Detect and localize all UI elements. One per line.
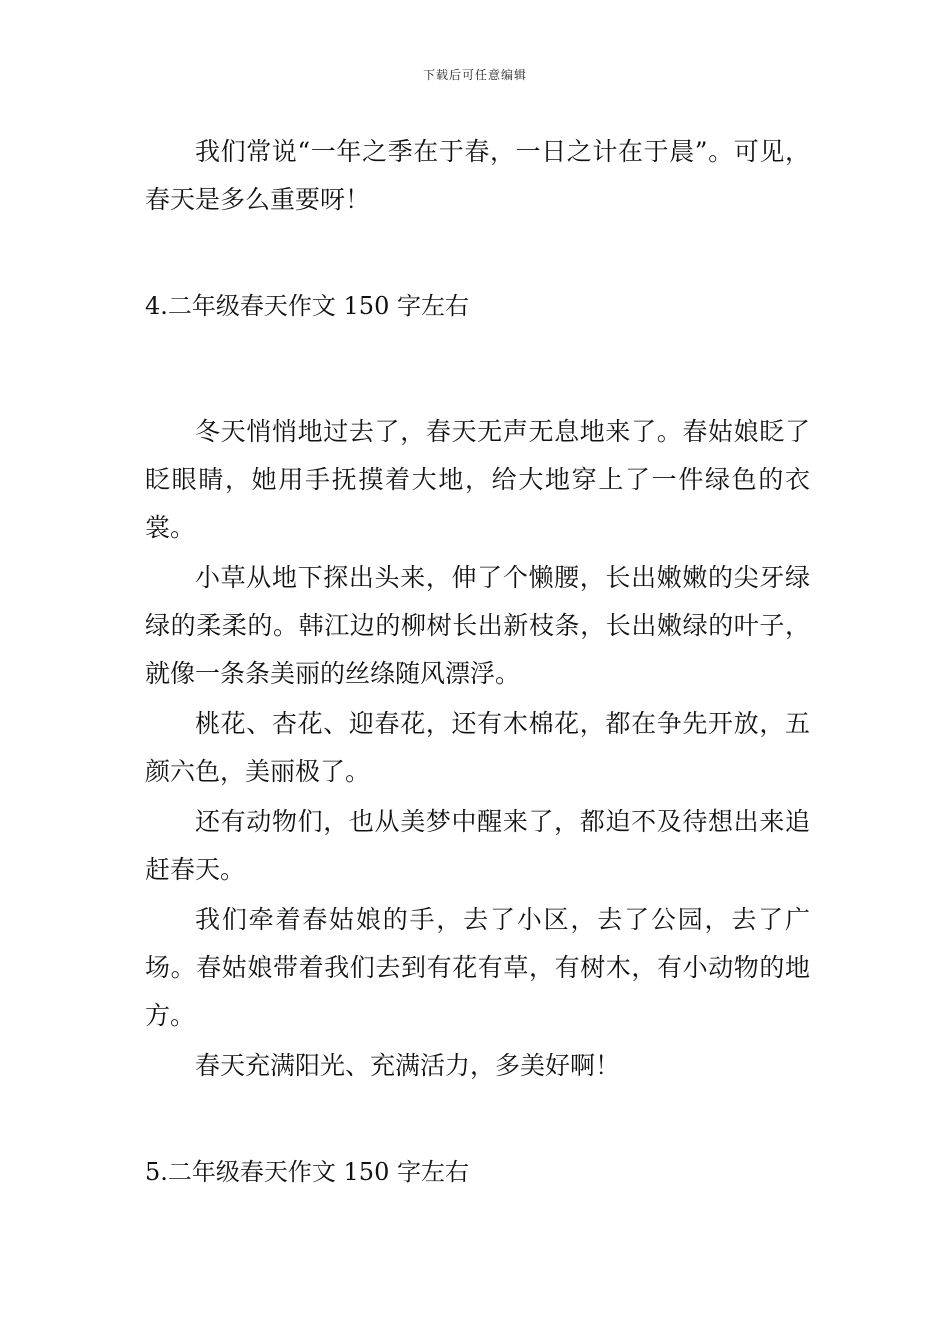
section-4-paragraph: 春天充满阳光、充满活力，多美好啊！ <box>195 1051 621 1080</box>
section-4-paragraph: 小草从地下探出头来，伸了个懒腰，长出嫩嫩的尖牙绿绿的柔柔的。韩江边的柳树长出新枝条，长出嫩绿的叶子，就像一条条美丽的丝绦随风漂浮。 <box>145 563 810 688</box>
spacer <box>145 226 810 282</box>
spacer <box>145 1092 810 1148</box>
section-4-paragraph: 我们牵着春姑娘的手，去了小区，去了公园，去了广场。春姑娘带着我们去到有花有草，有树木，有小动物的地方。 <box>145 905 810 1030</box>
section-5-heading: 5.二年级春天作文 150 字左右 <box>145 1158 469 1186</box>
page-header: 下载后可任意编辑 <box>422 68 527 82</box>
spacer <box>145 330 810 408</box>
section-4-paragraph: 冬天悄悄地过去了，春天无声无息地来了。春姑娘眨了眨眼睛，她用手抚摸着大地，给大地穿上了一件绿色的衣裳。 <box>145 417 810 542</box>
document-body <box>145 128 810 1196</box>
section-4-heading: 4.二年级春天作文 150 字左右 <box>145 292 469 320</box>
section-4-paragraph: 还有动物们，也从美梦中醒来了，都迫不及待想出来追赶春天。 <box>145 807 810 884</box>
section-4-paragraph: 桃花、杏花、迎春花，还有木棉花，都在争先开放，五颜六色，美丽极了。 <box>145 709 810 786</box>
intro-paragraph: 我们常说“一年之季在于春，一日之计在于晨”。可见，春天是多么重要呀！ <box>145 137 810 214</box>
